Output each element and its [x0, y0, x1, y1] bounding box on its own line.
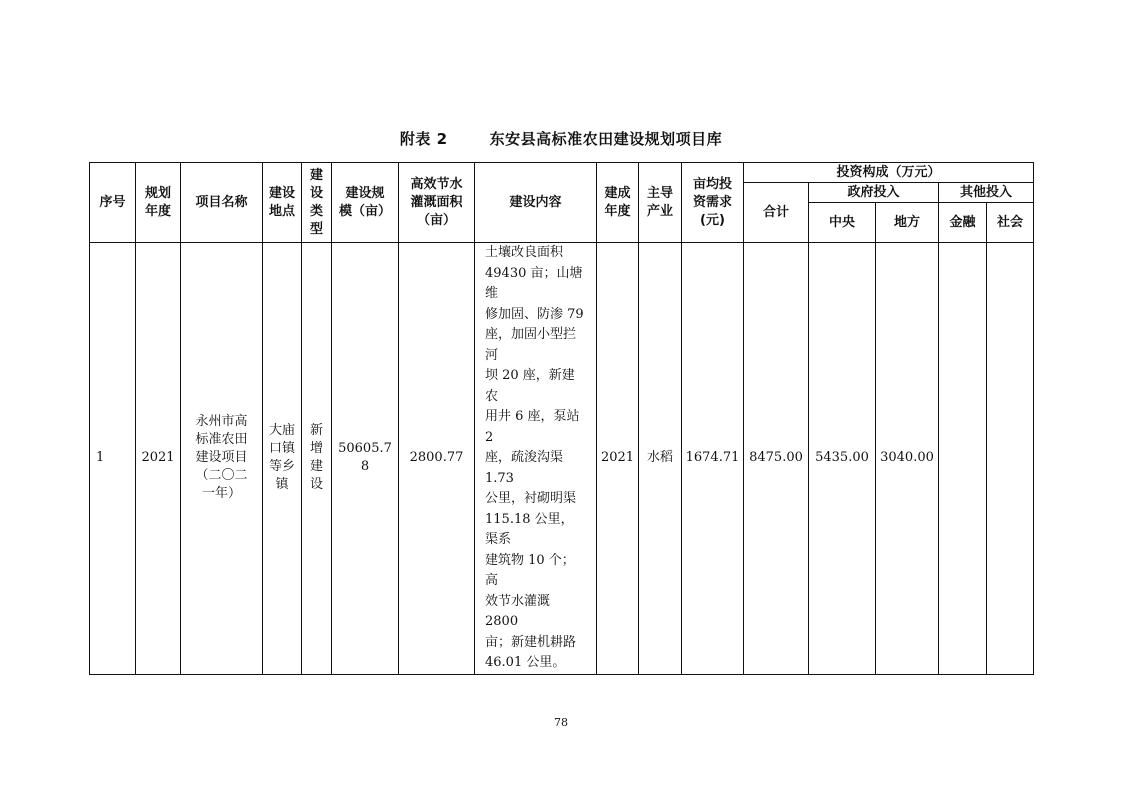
header-type: 建 设 类 型 — [302, 163, 332, 243]
cell-industry: 水稻 — [639, 243, 682, 675]
header-seq: 序号 — [90, 163, 136, 243]
cell-local: 3040.00 — [876, 243, 939, 675]
document-title — [0, 128, 1122, 149]
cell-total: 8475.00 — [744, 243, 809, 675]
cell-location: 大庙 口镇 等乡 镇 — [263, 243, 302, 675]
page-number: 78 — [554, 716, 568, 729]
header-industry: 主导 产业 — [639, 163, 682, 243]
header-local: 地方 — [876, 203, 939, 243]
header-build-year: 建成 年度 — [597, 163, 639, 243]
header-society: 社会 — [987, 203, 1034, 243]
header-year: 规划 年度 — [136, 163, 181, 243]
header-central: 中央 — [809, 203, 876, 243]
cell-central: 5435.00 — [809, 243, 876, 675]
header-irrigation: 高效节水 灌溉面积 （亩） — [399, 163, 475, 243]
cell-seq: 1 — [90, 243, 136, 675]
header-per-mu: 亩均投 资需求 (元) — [682, 163, 744, 243]
cell-irrigation: 2800.77 — [399, 243, 475, 675]
header-investment: 投资构成（万元） — [744, 163, 1034, 183]
header-other: 其他投入 — [939, 183, 1034, 203]
header-content: 建设内容 — [475, 163, 597, 243]
cell-type: 新 增 建 设 — [302, 243, 332, 675]
cell-finance — [939, 243, 987, 675]
cell-per-mu: 1674.71 — [682, 243, 744, 675]
title-text: 东安县高标准农田建设规划项目库 — [489, 130, 723, 148]
project-table — [89, 162, 1034, 675]
header-location: 建设 地点 — [263, 163, 302, 243]
header-government: 政府投入 — [809, 183, 939, 203]
cell-build-year: 2021 — [597, 243, 639, 675]
cell-year: 2021 — [136, 243, 181, 675]
header-total: 合计 — [744, 183, 809, 243]
header-scale: 建设规 模（亩） — [332, 163, 399, 243]
table-row — [90, 243, 1034, 675]
header-finance: 金融 — [939, 203, 987, 243]
cell-scale: 50605.7 8 — [332, 243, 399, 675]
cell-society — [987, 243, 1034, 675]
header-name: 项目名称 — [181, 163, 263, 243]
cell-name: 永州市高 标准农田 建设项目 （二〇二 一年） — [181, 243, 263, 675]
cell-content: 土壤改良面积 49430 亩；山塘维 修加固、防渗 79 座，加固小型拦河 坝 20 座，新建农 用井 6 座，泵站 2 座，疏浚沟渠 1.73 公里，衬砌明渠 115.18 公里，渠系 建筑物 10 个；高 效节水灌溉 2800 亩；新建机耕路 46.01 公里。 — [475, 243, 597, 675]
title-label: 附表 2 — [399, 130, 448, 148]
